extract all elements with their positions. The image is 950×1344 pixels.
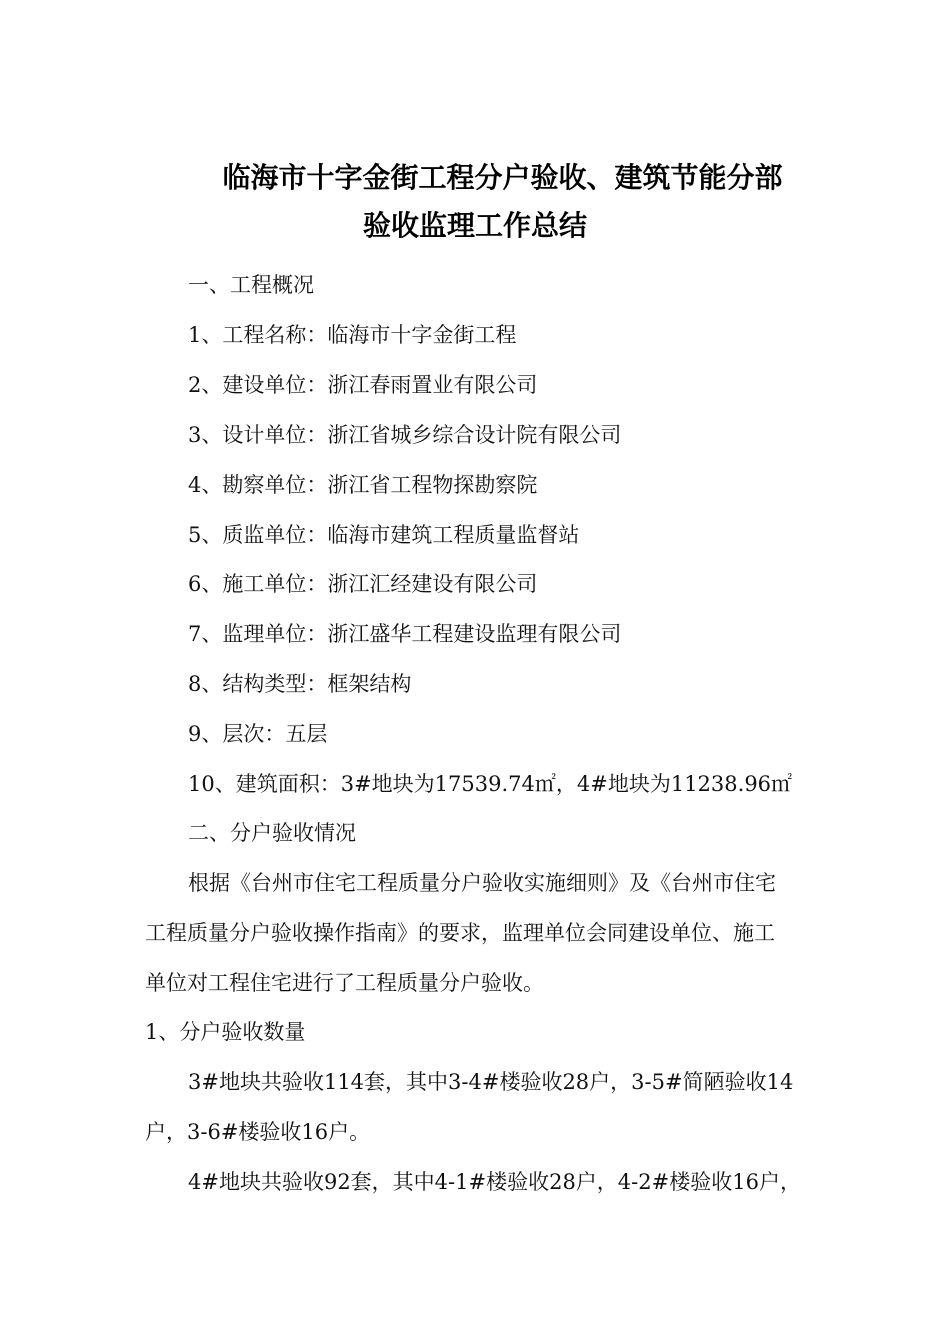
paragraph-line: 单位对工程住宅进行了工程质量分户验收。 — [145, 971, 544, 995]
overview-item: 6、施工单位：浙江汇经建设有限公司 — [188, 572, 538, 596]
paragraph-line: 4#地块共验收92套，其中4-1#楼验收28户，4-2#楼验收16户， — [188, 1170, 801, 1194]
subsection-heading-quantity: 1、分户验收数量 — [145, 1020, 306, 1044]
overview-item: 2、建设单位：浙江春雨置业有限公司 — [188, 373, 538, 397]
overview-item: 7、监理单位：浙江盛华工程建设监理有限公司 — [188, 622, 622, 646]
section-heading-inspection: 二、分户验收情况 — [188, 821, 356, 845]
overview-item: 5、质监单位：临海市建筑工程质量监督站 — [188, 523, 580, 547]
paragraph-line: 3#地块共验收114套，其中3-4#楼验收28户，3-5#简陋验收14 — [188, 1070, 794, 1094]
document-title-line-1: 临海市十字金街工程分户验收、建筑节能分部 — [222, 161, 783, 194]
overview-item: 8、结构类型：框架结构 — [188, 672, 412, 696]
overview-item: 3、设计单位：浙江省城乡综合设计院有限公司 — [188, 423, 622, 447]
paragraph-line: 根据《台州市住宅工程质量分户验收实施细则》及《台州市住宅 — [188, 871, 776, 895]
document-title-line-2: 验收监理工作总结 — [362, 209, 587, 242]
overview-item: 9、层次：五层 — [188, 722, 328, 746]
section-heading-overview: 一、工程概况 — [188, 273, 314, 297]
overview-item: 1、工程名称：临海市十字金街工程 — [188, 323, 517, 347]
overview-item: 4、勘察单位：浙江省工程物探勘察院 — [188, 473, 538, 497]
overview-item: 10、建筑面积：3#地块为17539.74㎡，4#地块为11238.96㎡ — [188, 772, 793, 796]
paragraph-line: 工程质量分户验收操作指南》的要求，监理单位会同建设单位、施工 — [145, 921, 775, 945]
paragraph-line: 户，3-6#楼验收16户。 — [145, 1120, 371, 1144]
